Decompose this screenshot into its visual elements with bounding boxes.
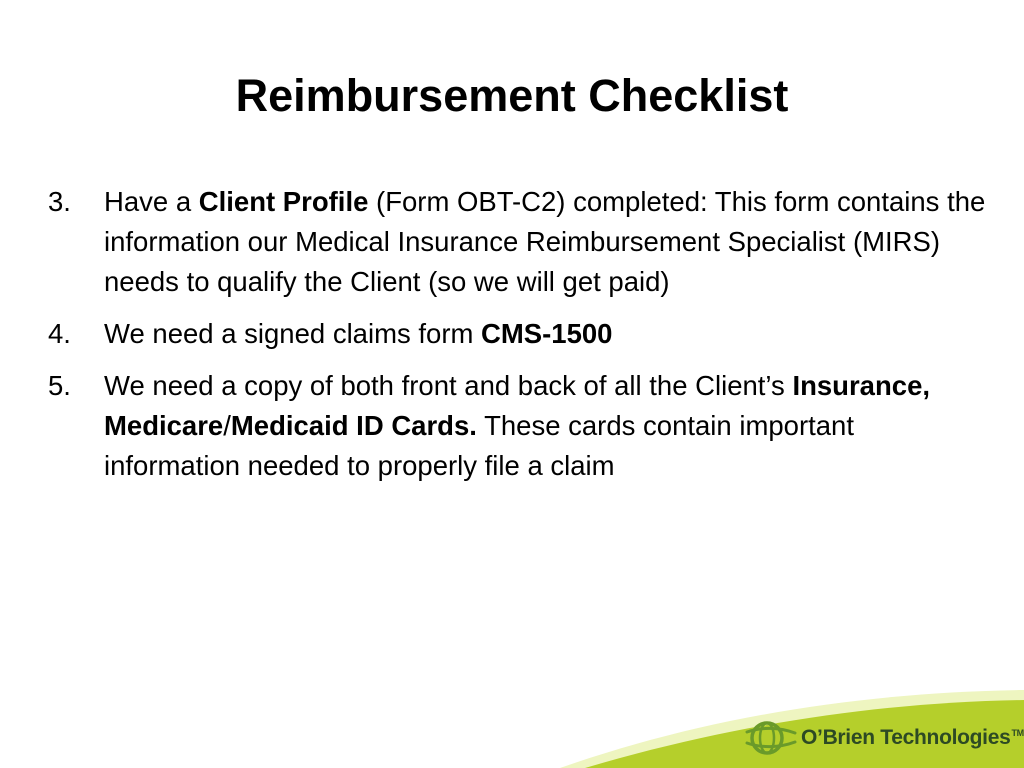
item-number: 3. <box>48 186 71 217</box>
item-emphasis: Insurance, Medicare <box>104 370 931 441</box>
item-emphasis: Medicaid ID Cards. <box>230 410 477 441</box>
item-text: / <box>223 410 231 441</box>
checklist-item <box>48 314 988 354</box>
item-text: We need a copy of both front and back of all the Client’s <box>104 370 793 401</box>
globe-swirl-icon <box>745 715 797 761</box>
item-text: We need a signed claims form <box>104 318 482 349</box>
item-text: These cards contain important information needed to properly file a claim <box>104 410 854 481</box>
logo-trademark: TM <box>1011 728 1024 738</box>
item-text: (Form OBT-C2) completed: This form contains the information our Medical Insurance Reimbursement Specialist (MIRS) needs to qualify the Client (so we will get paid) <box>104 186 986 297</box>
item-text: Have a <box>104 186 199 217</box>
slide-title: Reimbursement Checklist <box>235 70 789 121</box>
item-number: 5. <box>48 370 71 401</box>
checklist <box>48 182 988 498</box>
logo-wordmark <box>801 726 1024 750</box>
item-emphasis: Client Profile <box>198 186 369 217</box>
checklist-item <box>48 182 988 302</box>
item-number: 4. <box>48 318 71 349</box>
logo-name: O’Brien Technologies <box>801 726 1011 749</box>
company-logo <box>745 715 1024 761</box>
checklist-item <box>48 366 988 486</box>
item-emphasis: CMS-1500 <box>481 318 613 349</box>
